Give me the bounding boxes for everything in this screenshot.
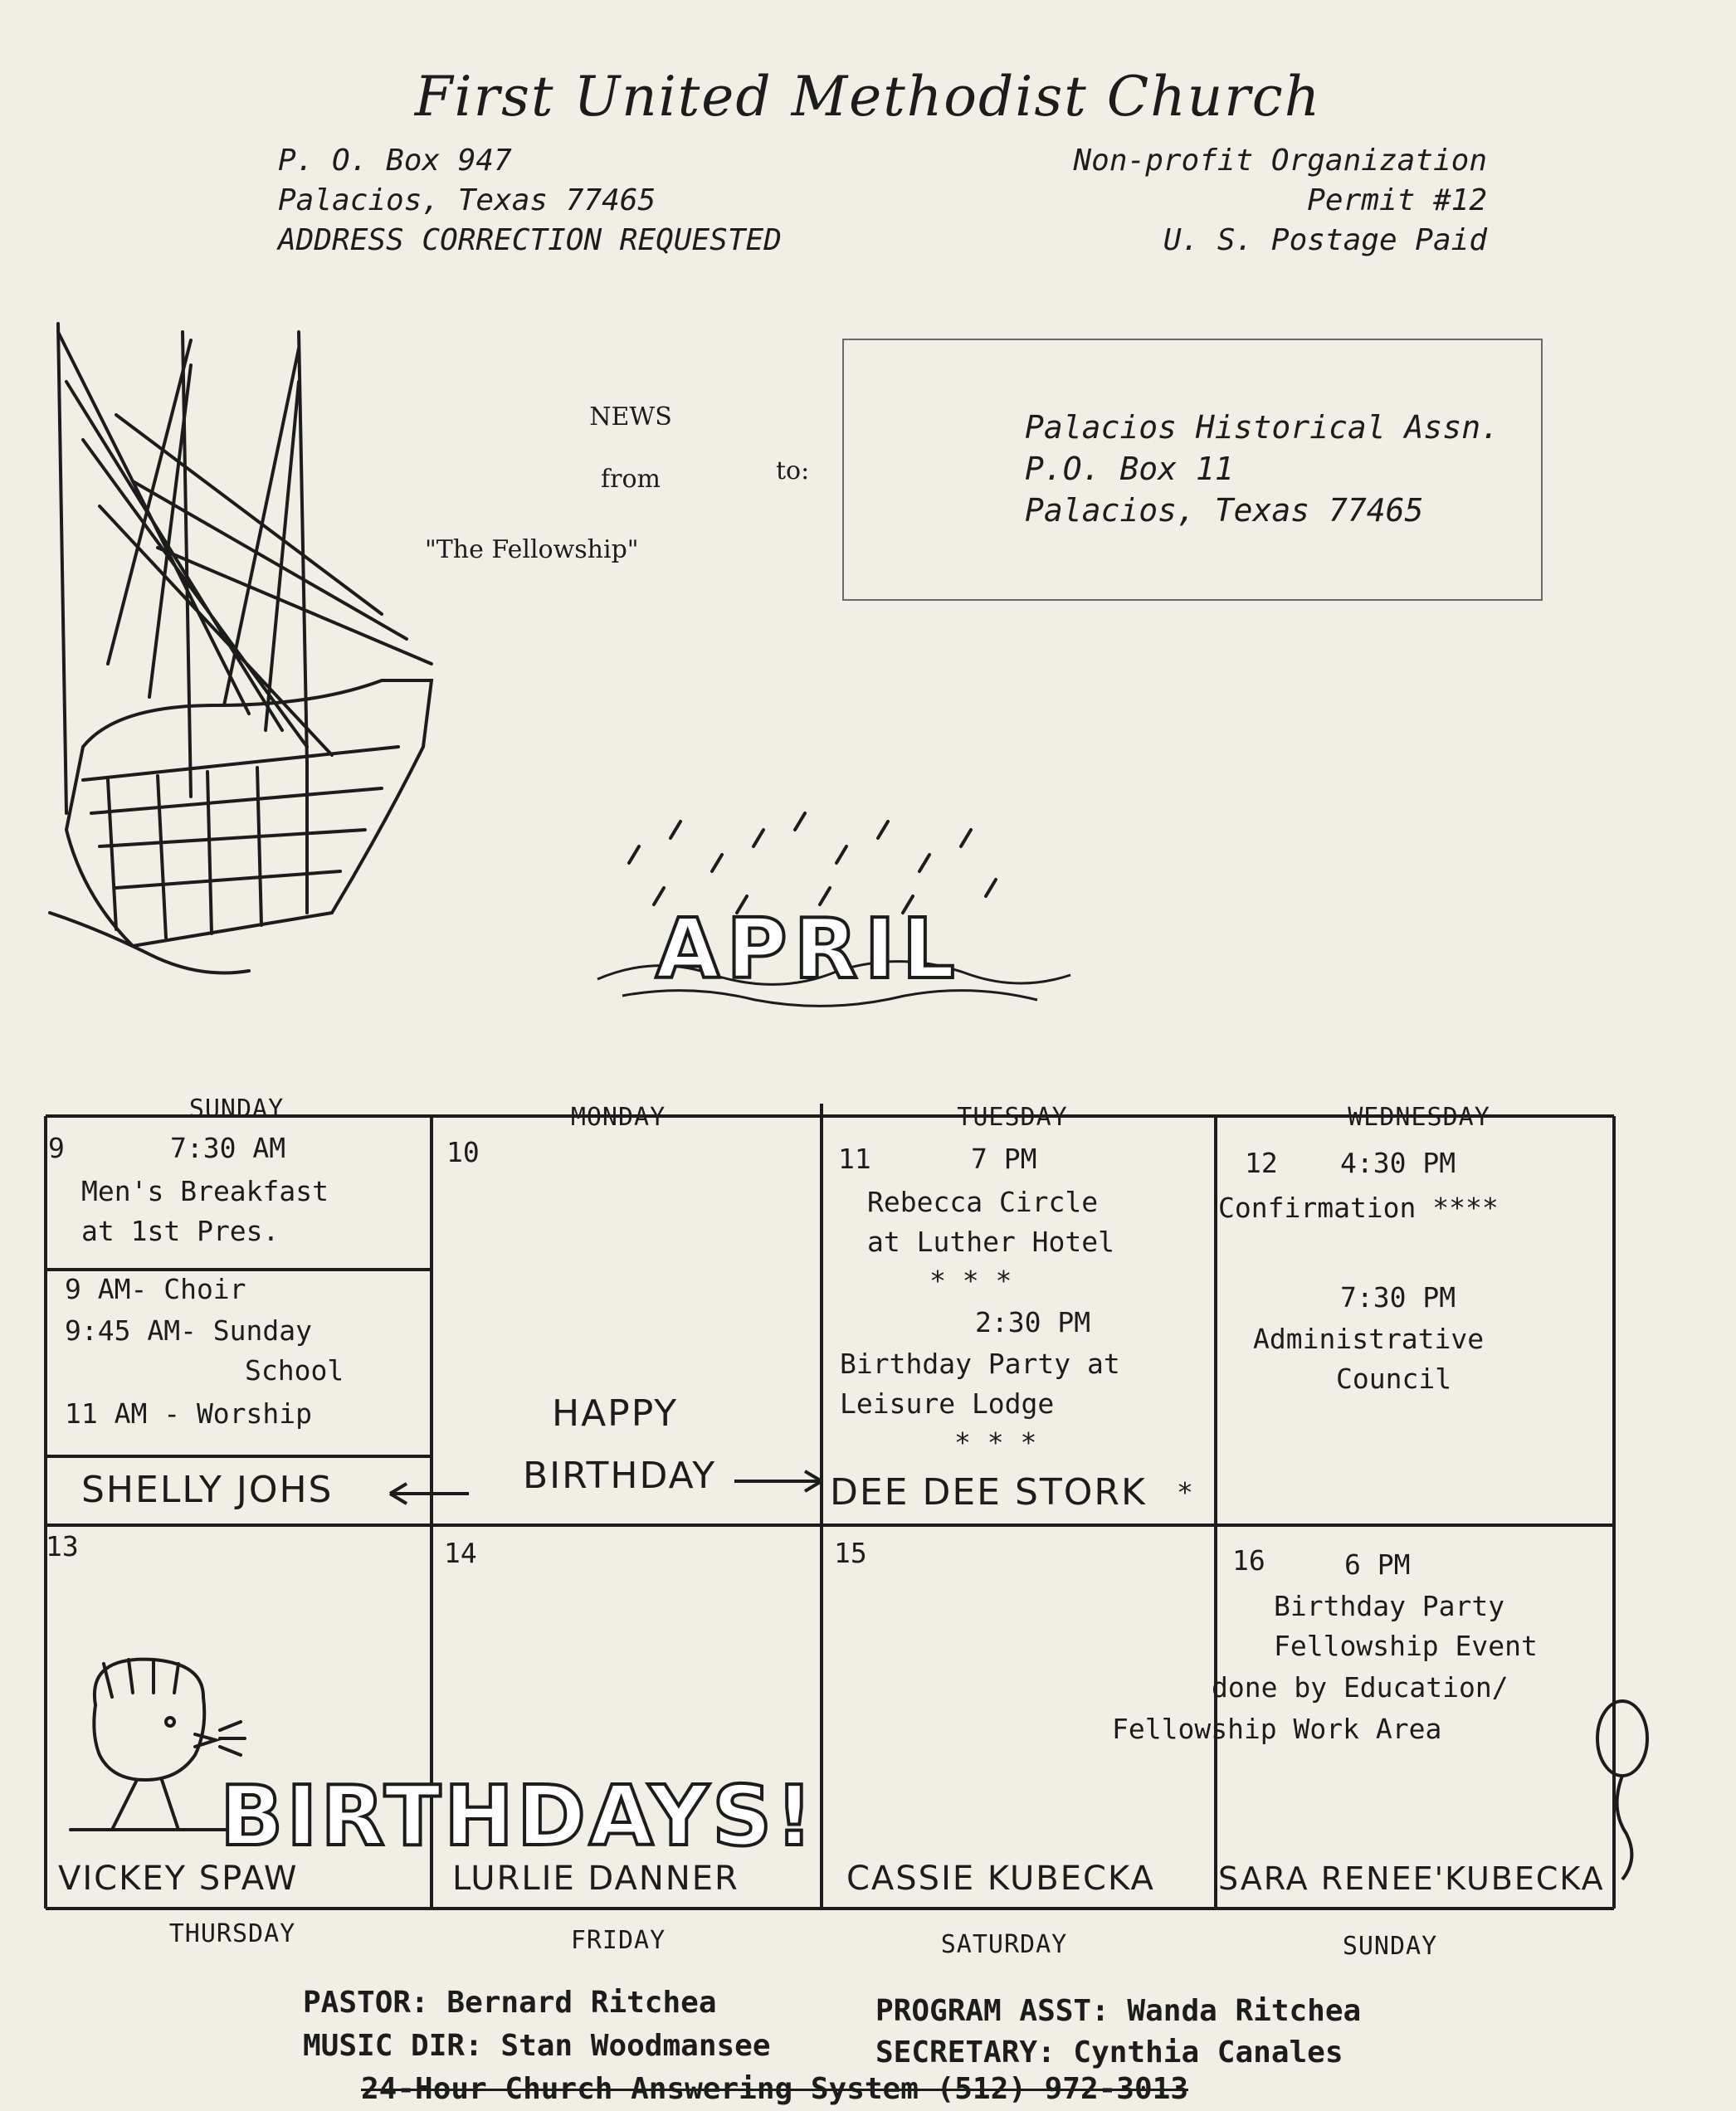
- star-divider: * * *: [954, 1426, 1037, 1459]
- date-number: 16: [1232, 1544, 1265, 1577]
- postage-line: U. S. Postage Paid: [1163, 223, 1487, 257]
- postage-line: Non-profit Organization: [1073, 144, 1487, 178]
- star-mark: *: [1177, 1476, 1193, 1509]
- day-header-sunday-2: SUNDAY: [1342, 1932, 1438, 1961]
- date-number: 11: [838, 1143, 871, 1175]
- date-number: 12: [1245, 1147, 1278, 1179]
- event-text: at Luther Hotel: [867, 1226, 1115, 1258]
- birthday-name: SARA RENEE'KUBECKA: [1218, 1860, 1605, 1897]
- date-number: 9: [48, 1132, 65, 1164]
- day-header-tuesday: TUESDAY: [957, 1103, 1068, 1132]
- event-time: 2:30 PM: [975, 1306, 1091, 1338]
- postage-line: Permit #12: [1307, 183, 1487, 217]
- return-address-line: ADDRESS CORRECTION REQUESTED: [278, 223, 782, 257]
- church-title: First United Methodist Church: [414, 65, 1322, 129]
- return-address-line: P. O. Box 947: [278, 144, 512, 178]
- secretary-line: SECRETARY: Cynthia Canales: [875, 2035, 1343, 2070]
- event-text: done by Education/: [1212, 1671, 1509, 1704]
- event-text: Fellowship Work Area: [1112, 1713, 1442, 1745]
- music-director-line: MUSIC DIR: Stan Woodmansee: [303, 2029, 771, 2063]
- event-text: Confirmation ****: [1218, 1192, 1499, 1224]
- event-text: Birthday Party at: [840, 1348, 1120, 1380]
- day-header-monday: MONDAY: [570, 1103, 666, 1132]
- schedule-line: 11 AM - Worship: [65, 1397, 313, 1430]
- schedule-line: 9:45 AM- Sunday: [65, 1314, 313, 1347]
- schedule-line: School: [245, 1354, 344, 1387]
- date-number: 15: [834, 1537, 867, 1569]
- event-time: 4:30 PM: [1340, 1147, 1456, 1179]
- happy-label: HAPPY: [552, 1392, 679, 1435]
- event-text: at 1st Pres.: [81, 1215, 280, 1247]
- return-address-line: Palacios, Texas 77465: [278, 183, 656, 217]
- answering-system-line: 24-Hour Church Answering System (512) 972-3013: [361, 2072, 1188, 2106]
- event-text: Rebecca Circle: [867, 1186, 1099, 1218]
- to-label: to:: [776, 456, 810, 485]
- news-line: from: [601, 465, 661, 494]
- star-divider: * * *: [929, 1265, 1012, 1297]
- day-header-sunday: SUNDAY: [188, 1095, 285, 1124]
- program-assistant-line: PROGRAM ASST: Wanda Ritchea: [875, 1994, 1362, 2028]
- birthday-name: VICKEY SPAW: [58, 1860, 299, 1898]
- event-time: 7 PM: [971, 1143, 1037, 1175]
- day-header-thursday: THURSDAY: [168, 1919, 296, 1948]
- date-number: 10: [446, 1136, 480, 1168]
- schedule-line: 9 AM- Choir: [65, 1273, 246, 1305]
- recipient-line: Palacios, Texas 77465: [1025, 492, 1424, 529]
- event-text: Administrative: [1253, 1323, 1485, 1355]
- birthday-label: BIRTHDAY: [523, 1455, 717, 1497]
- pastor-line: PASTOR: Bernard Ritchea: [303, 1986, 717, 2020]
- date-number: 13: [46, 1530, 79, 1563]
- event-text: Council: [1336, 1363, 1452, 1395]
- day-header-friday: FRIDAY: [570, 1926, 666, 1955]
- event-time: 6 PM: [1344, 1548, 1411, 1581]
- birthdays-banner: BIRTHDAYS!: [220, 1767, 817, 1865]
- event-text: Birthday Party: [1274, 1590, 1505, 1622]
- day-header-wednesday: WEDNESDAY: [1348, 1103, 1490, 1132]
- event-text: Fellowship Event: [1274, 1630, 1538, 1662]
- birthday-name: DEE DEE STORK: [830, 1471, 1147, 1514]
- birthday-name: CASSIE KUBECKA: [846, 1860, 1155, 1898]
- day-header-saturday: SATURDAY: [940, 1930, 1068, 1959]
- event-text: Men's Breakfast: [81, 1175, 329, 1207]
- date-number: 14: [444, 1537, 477, 1569]
- news-line: NEWS: [589, 402, 672, 431]
- recipient-line: P.O. Box 11: [1025, 451, 1234, 487]
- birthday-name: LURLIE DANNER: [452, 1860, 739, 1898]
- event-time: 7:30 PM: [1340, 1281, 1456, 1314]
- event-text: Leisure Lodge: [840, 1387, 1055, 1420]
- birthday-name: SHELLY JOHS: [81, 1469, 334, 1511]
- month-title: APRIL: [656, 900, 962, 997]
- fellowship-label: "The Fellowship": [425, 535, 639, 564]
- recipient-line: Palacios Historical Assn.: [1025, 409, 1499, 446]
- balloon-illustration: [1585, 1693, 1660, 1884]
- event-time: 7:30 AM: [170, 1132, 286, 1164]
